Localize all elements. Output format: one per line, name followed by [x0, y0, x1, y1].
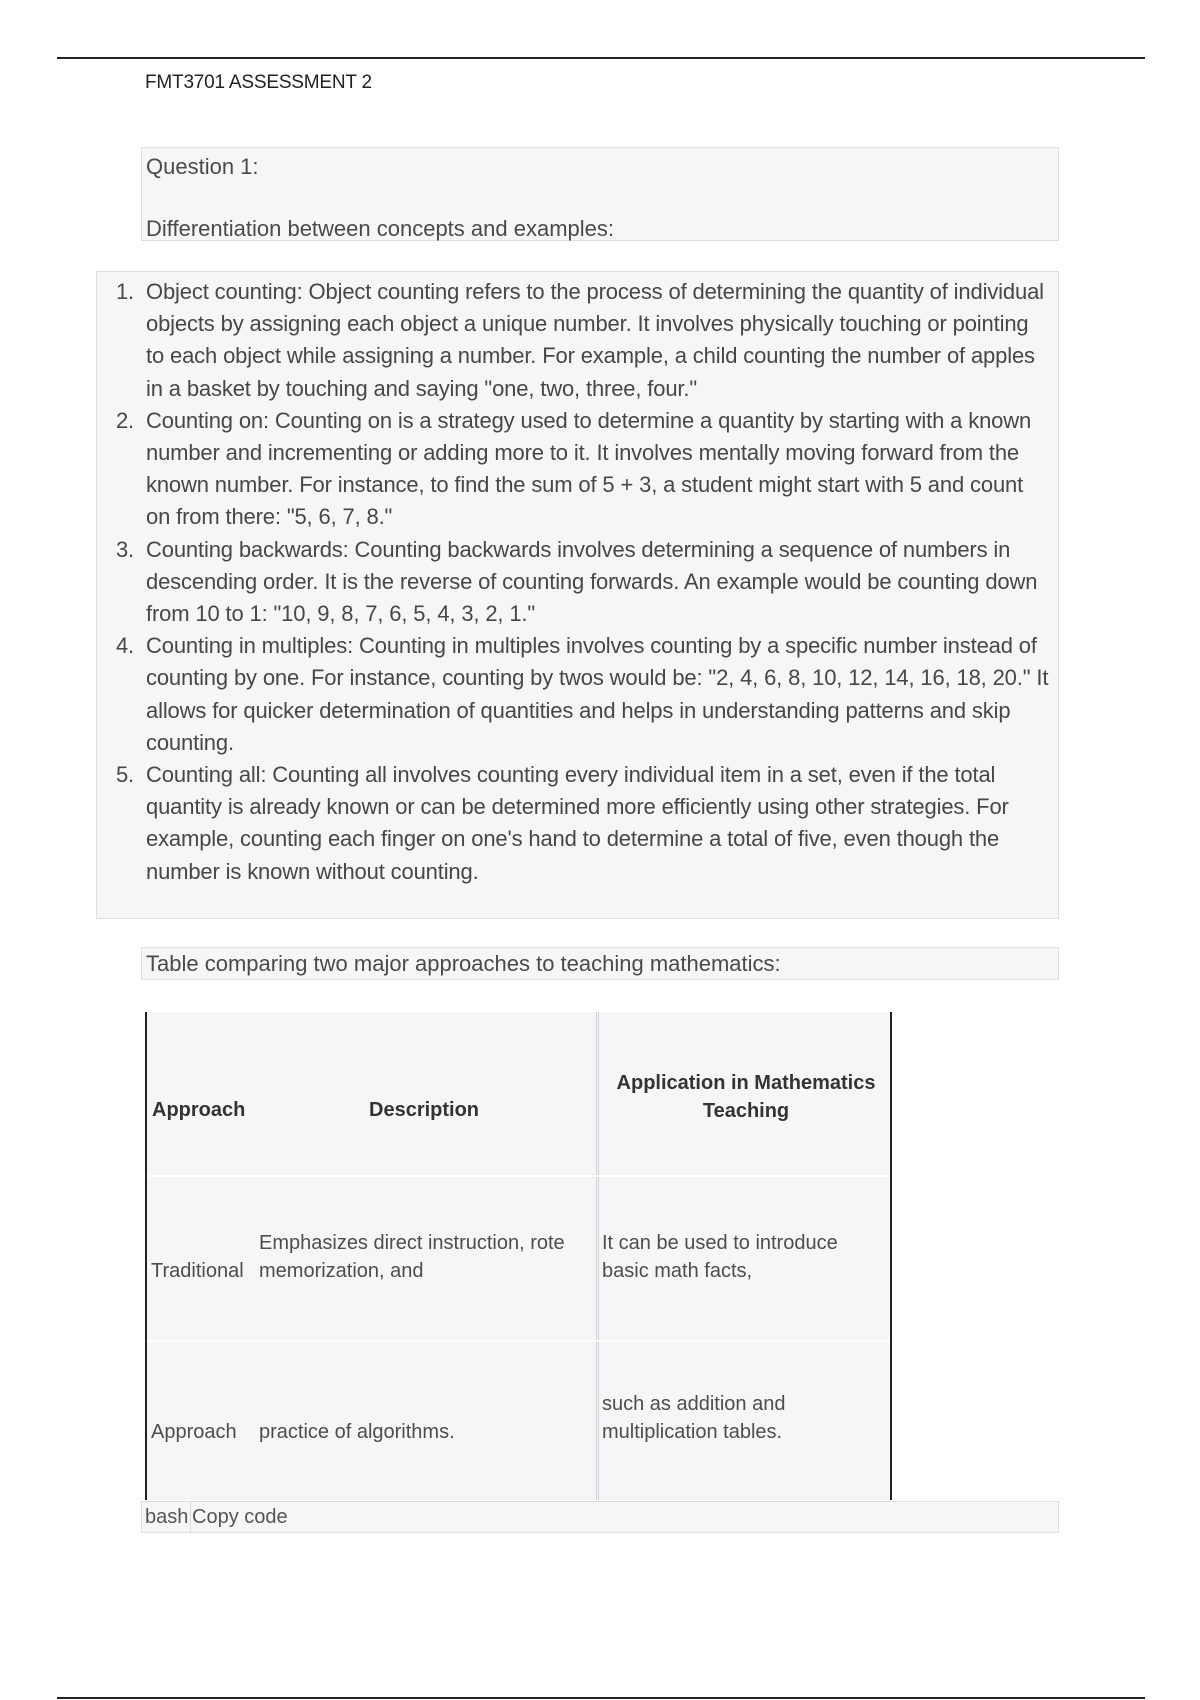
table-caption-block — [141, 947, 1059, 980]
row2-approach: Approach — [151, 1421, 237, 1443]
list-item — [115, 630, 1050, 759]
table-row-divider — [147, 1175, 890, 1177]
code-language-label: bash — [142, 1502, 191, 1532]
comparison-table — [145, 1012, 892, 1500]
table-row-divider — [147, 1340, 890, 1342]
list-item-text: Counting backwards: Counting backwards involves determining a sequence of numbers in descending order. It is the reverse of counting forwards. An example would be counting down from 10 to 1: "10, 9, 8, 7, 6, 5, 4, 3, 2, 1." — [146, 536, 1038, 627]
row1-description-line: memorization, and — [259, 1260, 424, 1282]
list-item-text: Counting in multiples: Counting in multiples involves counting by a specific number instead of counting by one. For instance, counting by twos would be: "2, 4, 6, 8, 10, 12, 14, 16, 18, 20." It allows for quicker determination of quantities and helps in understanding patterns and skip counting. — [146, 633, 1049, 755]
table-caption: Table comparing two major approaches to teaching mathematics: — [146, 951, 781, 976]
row1-description-line: Emphasizes direct instruction, rote — [259, 1232, 565, 1254]
header-description: Description — [369, 1099, 480, 1121]
question-block — [141, 147, 1059, 241]
list-item-text: Counting on: Counting on is a strategy used to determine a quantity by starting with a known number and incrementing or adding more to it. It involves mentally moving forward from the known number. For instance, to find the sum of 5 + 3, a student might start with 5 and count on from there: "5, 6, 7, 8." — [146, 407, 1032, 530]
list-item — [115, 534, 1050, 631]
row1-application — [602, 1229, 838, 1285]
row1-application-line: basic math facts, — [602, 1260, 753, 1282]
header-application-line: Application in Mathematics — [616, 1072, 876, 1094]
list-item-text: Object counting: Object counting refers to the process of determining the quantity of individual objects by assigning each object a unique number. It involves physically touching or pointing to each object while assigning a number. For example, a child counting the number of apples in a basket by touching and saying "one, two, three, four." — [146, 279, 1044, 401]
row2-application-line: multiplication tables. — [602, 1421, 783, 1443]
table-left-border — [145, 1012, 147, 1500]
bottom-rule — [57, 1697, 1145, 1699]
list-number: 1. — [115, 279, 134, 304]
row1-approach: Traditional — [151, 1260, 244, 1282]
document-header: FMT3701 ASSESSMENT 2 — [145, 72, 372, 93]
list-item-text: Counting all: Counting all involves counting every individual item in a set, even if the total quantity is already known or can be determined more efficiently using other strategies. For example, counting each finger on one's hand to determine a total of five, even though the number is known without counting. — [146, 762, 1009, 884]
list-item — [115, 405, 1050, 534]
list-number: 4. — [115, 633, 134, 659]
list-item — [115, 759, 1050, 888]
code-block-header — [141, 1501, 1059, 1533]
list-item — [115, 276, 1050, 405]
top-rule — [57, 57, 1145, 59]
concepts-list — [97, 276, 1058, 888]
question-subtitle: Differentiation between concepts and examples: — [146, 216, 614, 241]
table-column-divider — [596, 1012, 599, 1500]
header-application — [601, 1069, 891, 1125]
row1-application-line: It can be used to introduce — [602, 1232, 838, 1254]
concepts-list-block — [96, 271, 1059, 919]
copy-code-button[interactable]: Copy code — [192, 1506, 288, 1528]
row2-application-line: such as addition and — [602, 1393, 786, 1415]
row1-description — [259, 1229, 565, 1285]
list-number: 3. — [115, 536, 134, 562]
row2-description: practice of algorithms. — [259, 1421, 455, 1443]
list-number: 5. — [115, 762, 134, 788]
header-application-line: Teaching — [702, 1100, 790, 1122]
question-title: Question 1: — [146, 154, 259, 179]
row2-application — [602, 1390, 785, 1446]
header-approach: Approach — [152, 1099, 246, 1121]
list-number: 2. — [115, 407, 134, 433]
